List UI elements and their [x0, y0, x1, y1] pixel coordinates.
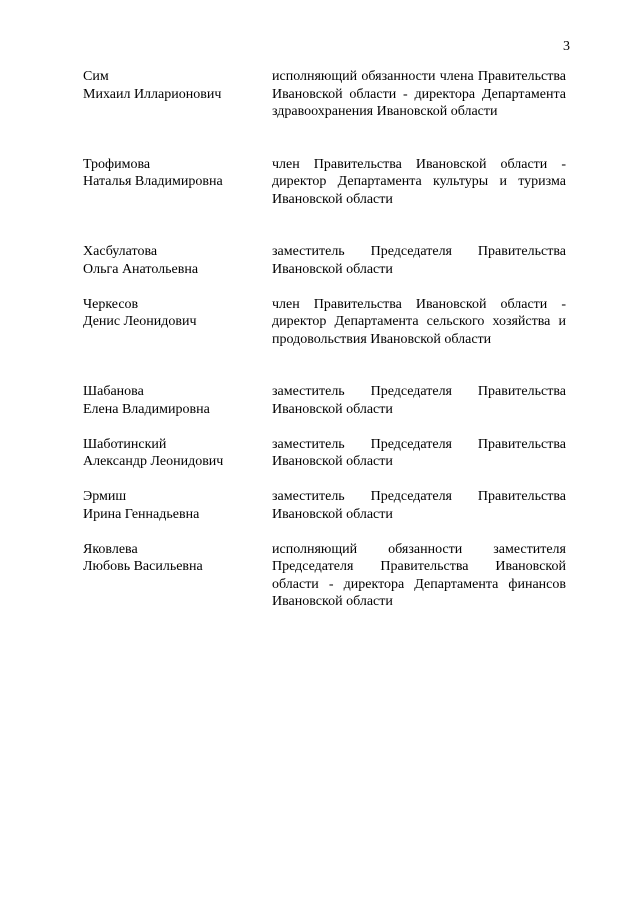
member-row — [83, 68, 566, 121]
member-name — [83, 68, 272, 103]
member-position: член Правительства Ивановской области - директор Департамента сельского хозяйства и продовольствия Ивановской области — [272, 296, 566, 347]
member-surname: Эрмиш — [83, 489, 127, 504]
member-position: исполняющий обязанности заместителя Председателя Правительства Ивановской области - директора Департамента финансов Ивановской области — [272, 541, 566, 609]
member-surname: Трофимова — [83, 156, 151, 172]
row-spacer — [83, 278, 566, 296]
member-given-names: Ольга Анатольевна — [83, 261, 199, 277]
member-name — [83, 541, 272, 576]
member-surname: Хасбулатова — [83, 244, 158, 259]
row-spacer — [83, 208, 566, 226]
member-position: член Правительства Ивановской области - директор Департамента культуры и туризма Ивановской области — [272, 156, 566, 207]
row-spacer — [83, 418, 566, 436]
member-name — [83, 383, 272, 418]
member-given-names: Денис Леонидович — [83, 314, 197, 329]
member-row — [83, 436, 566, 471]
member-name — [83, 436, 272, 471]
member-given-names: Елена Владимировна — [83, 401, 210, 417]
member-row — [83, 296, 566, 349]
member-row — [83, 156, 566, 209]
member-position: заместитель Председателя Правительства Ивановской области — [272, 384, 566, 417]
member-position: заместитель Председателя Правительства Ивановской области — [272, 489, 566, 522]
member-name — [83, 488, 272, 523]
page-number: 3 — [563, 39, 570, 54]
member-given-names: Любовь Васильевна — [83, 559, 203, 574]
row-spacer — [83, 523, 566, 541]
member-surname: Сим — [83, 69, 109, 84]
member-position: исполняющий обязанности члена Правительства Ивановской области - директора Департамента здравоохранения Ивановской области — [272, 69, 566, 119]
member-position: заместитель Председателя Правительства Ивановской области — [272, 436, 566, 469]
row-spacer — [83, 348, 566, 366]
member-surname: Яковлева — [83, 541, 138, 557]
member-surname: Шабанова — [83, 384, 144, 399]
row-spacer — [83, 471, 566, 489]
member-given-names: Ирина Геннадьевна — [83, 506, 200, 522]
members-list — [83, 68, 566, 611]
member-row — [83, 383, 566, 418]
member-name — [83, 296, 272, 331]
member-name — [83, 243, 272, 278]
row-spacer — [83, 226, 566, 244]
member-name — [83, 156, 272, 191]
row-spacer — [83, 121, 566, 139]
member-row — [83, 541, 566, 611]
row-spacer — [83, 138, 566, 156]
member-row — [83, 488, 566, 523]
row-spacer — [83, 366, 566, 384]
member-position: заместитель Председателя Правительства Ивановской области — [272, 244, 566, 277]
member-given-names: Наталья Владимировна — [83, 174, 223, 189]
member-given-names: Александр Леонидович — [83, 454, 224, 469]
member-row — [83, 243, 566, 278]
member-surname: Шаботинский — [83, 436, 167, 452]
member-given-names: Михаил Илларионович — [83, 86, 222, 102]
member-surname: Черкесов — [83, 296, 139, 312]
